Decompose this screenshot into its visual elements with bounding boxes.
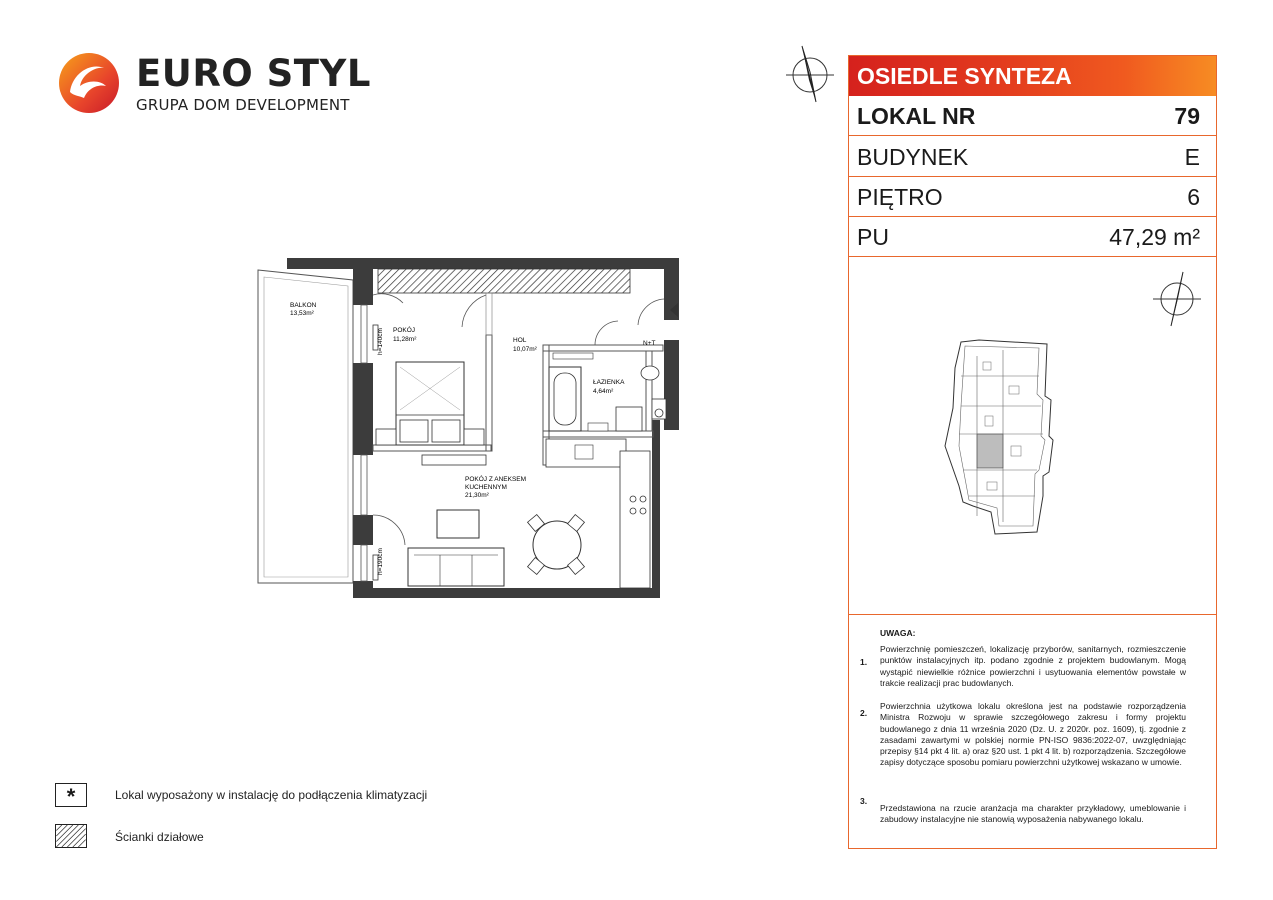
building-location-map xyxy=(849,258,1216,615)
row-pietro xyxy=(849,177,1216,217)
label-window-h2: h=190cm xyxy=(377,548,384,575)
note-number: 3. xyxy=(860,796,868,806)
note-number: 2. xyxy=(860,708,868,718)
note-text: Powierzchnia użytkowa lokalu określona jest na podstawie rozporządzenia Ministra Rozwoju w sprawie szczegółowego zakresu i formy projektu budowlanego z dnia 11 września 2020 (Dz. U. z 2020r. poz. 1609), tj. zgodnie z zasadami zawartymi w polskiej normie PN-ISO 9836:2022-07, uwzględniając przepisy §14 pkt 4 lit. a) oraz §20 ust. 1 pkt 4 lit. b) rozporządzenia. Szczegółowe zapisy dotyczące sposobu pomiaru powierzchni użytkowej wskazano w umowie. xyxy=(880,701,1186,768)
walls-legend-label: Ścianki działowe xyxy=(115,830,204,844)
building-key-plan xyxy=(939,336,1059,536)
coffee-table xyxy=(437,510,479,538)
row-pietro-value: 6 xyxy=(1187,184,1200,210)
brand-block xyxy=(136,54,371,114)
unit-highlight xyxy=(977,434,1003,468)
note-text: Przedstawiona na rzucie aranżacja ma charakter przykładowy, umeblowanie i zabudowy instalacyjne nie stanowią wyposażenia nabywanego lokalu. xyxy=(880,803,1186,825)
compass-north-icon xyxy=(780,42,840,108)
label-hol-area: 10,07m² xyxy=(513,346,537,353)
wall-top xyxy=(287,258,679,269)
label-pokoj-aneks-2: KUCHENNYM xyxy=(465,484,507,491)
row-budynek-value: E xyxy=(1184,144,1200,170)
wall-right xyxy=(652,420,660,598)
note-text: Powierzchnię pomieszczeń, lokalizację przyborów, sanitarnych, rozmieszczenie punktów instalacyjnych itp. podano zgodnie z projektem budowlanym. Mogą wystąpić niewielkie różnice powierzchni i usytuowania elementów powstałe w trakcie realizacji prac budowlanych. xyxy=(880,644,1186,688)
notes-title: UWAGA: xyxy=(880,628,916,638)
estate-title: OSIEDLE SYNTEZA xyxy=(849,56,1216,96)
row-lokal-value: 79 xyxy=(1174,103,1200,129)
label-hol: HOL xyxy=(513,337,527,344)
ac-legend-label: Lokal wyposażony w instalację do podłączenia klimatyzacji xyxy=(115,788,428,802)
row-pietro-label: PIĘTRO xyxy=(857,184,943,210)
label-lazienka: ŁAZIENKA xyxy=(593,379,625,386)
label-balkon-area: 13,53m² xyxy=(290,310,314,317)
row-budynek xyxy=(849,137,1216,177)
brand-name: EURO STYL xyxy=(136,52,371,95)
row-lokal xyxy=(849,96,1216,136)
label-window-h1: h=140cm xyxy=(377,328,384,355)
label-pokoj: POKÓJ xyxy=(393,327,416,334)
euro-styl-logo-icon xyxy=(58,52,120,114)
label-balkon: BALKON xyxy=(290,302,317,309)
info-panel xyxy=(848,55,1217,849)
brand-subtitle: GRUPA DOM DEVELOPMENT xyxy=(136,96,350,114)
compass-north-small-icon xyxy=(1149,268,1205,330)
row-pu xyxy=(849,217,1216,257)
floor-plan xyxy=(250,255,682,600)
wall-bottom xyxy=(353,588,659,598)
row-pu-label: PU xyxy=(857,224,889,250)
label-pokoj-aneks-area: 21,30m² xyxy=(465,492,489,499)
row-pu-value: 47,29 m² xyxy=(1109,224,1200,250)
ac-legend-symbol: * xyxy=(55,783,87,807)
label-door-tag: N+T xyxy=(643,340,656,347)
label-pokoj-area: 11,28m² xyxy=(393,336,417,343)
partition-walls-legend-icon xyxy=(55,824,87,848)
sofa xyxy=(408,548,504,586)
row-lokal-label: LOKAL NR xyxy=(857,103,976,129)
row-budynek-label: BUDYNEK xyxy=(857,144,969,170)
label-pokoj-aneks-1: POKÓJ Z ANEKSEM xyxy=(465,476,527,483)
note-number: 1. xyxy=(860,657,868,667)
label-lazienka-area: 4,64m² xyxy=(593,388,614,395)
